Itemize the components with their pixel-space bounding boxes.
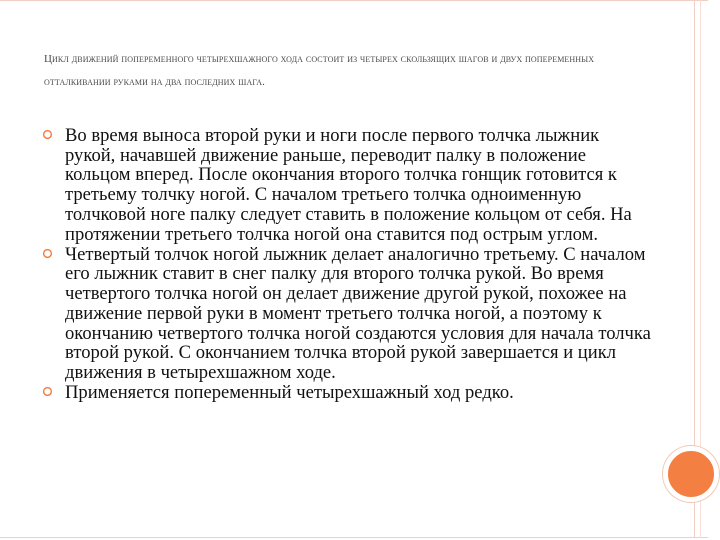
bullet-text: Четвертый толчок ногой лыжник делает аналогично третьему. С началом его лыжник ставит в снег палку для второго толчка рукой. Во время четвертого толчка ногой он делает движение другой рукой, похожее на движение первой руки в момент третьего толчка ногой, а поэтому к окончанию четвертого толчка ногой создаются условия для начала толчка второй рукой. С окончанием толчка второй рукой завершается и цикл движения в четырехшажном ходе. (65, 243, 651, 383)
bullet-list (42, 126, 652, 403)
bullet-text: Во время выноса второй руки и ноги после первого толчка лыжник рукой, начавшей движение раньше, переводит палку в положение кольцом вперед. После окончания второго толчка гонщик готовится к третьему толчку ногой. С началом третьего толчка одноименную толчковой ноге палку следует ставить в положение кольцом от себя. На протяжении третьего толчка ногой она ставится под острым углом. (65, 125, 632, 245)
slide-title: Цикл движений попеременного четырехшажного хода состоит из четырех скользящих шагов и двух попеременных отталкивании руками на два последних шага. (44, 53, 595, 88)
bullet-item (42, 126, 652, 244)
circle-bullet-icon (42, 386, 53, 397)
slide-border-bottom (0, 537, 708, 538)
slide-border-top (0, 0, 708, 1)
bullet-item (42, 245, 652, 383)
bullet-item (42, 383, 652, 403)
circle-bullet-icon (42, 248, 53, 259)
decorative-circle (663, 446, 719, 502)
circle-bullet-icon (42, 129, 53, 140)
bullet-text: Применяется попеременный четырехшажный ход редко. (65, 382, 514, 404)
